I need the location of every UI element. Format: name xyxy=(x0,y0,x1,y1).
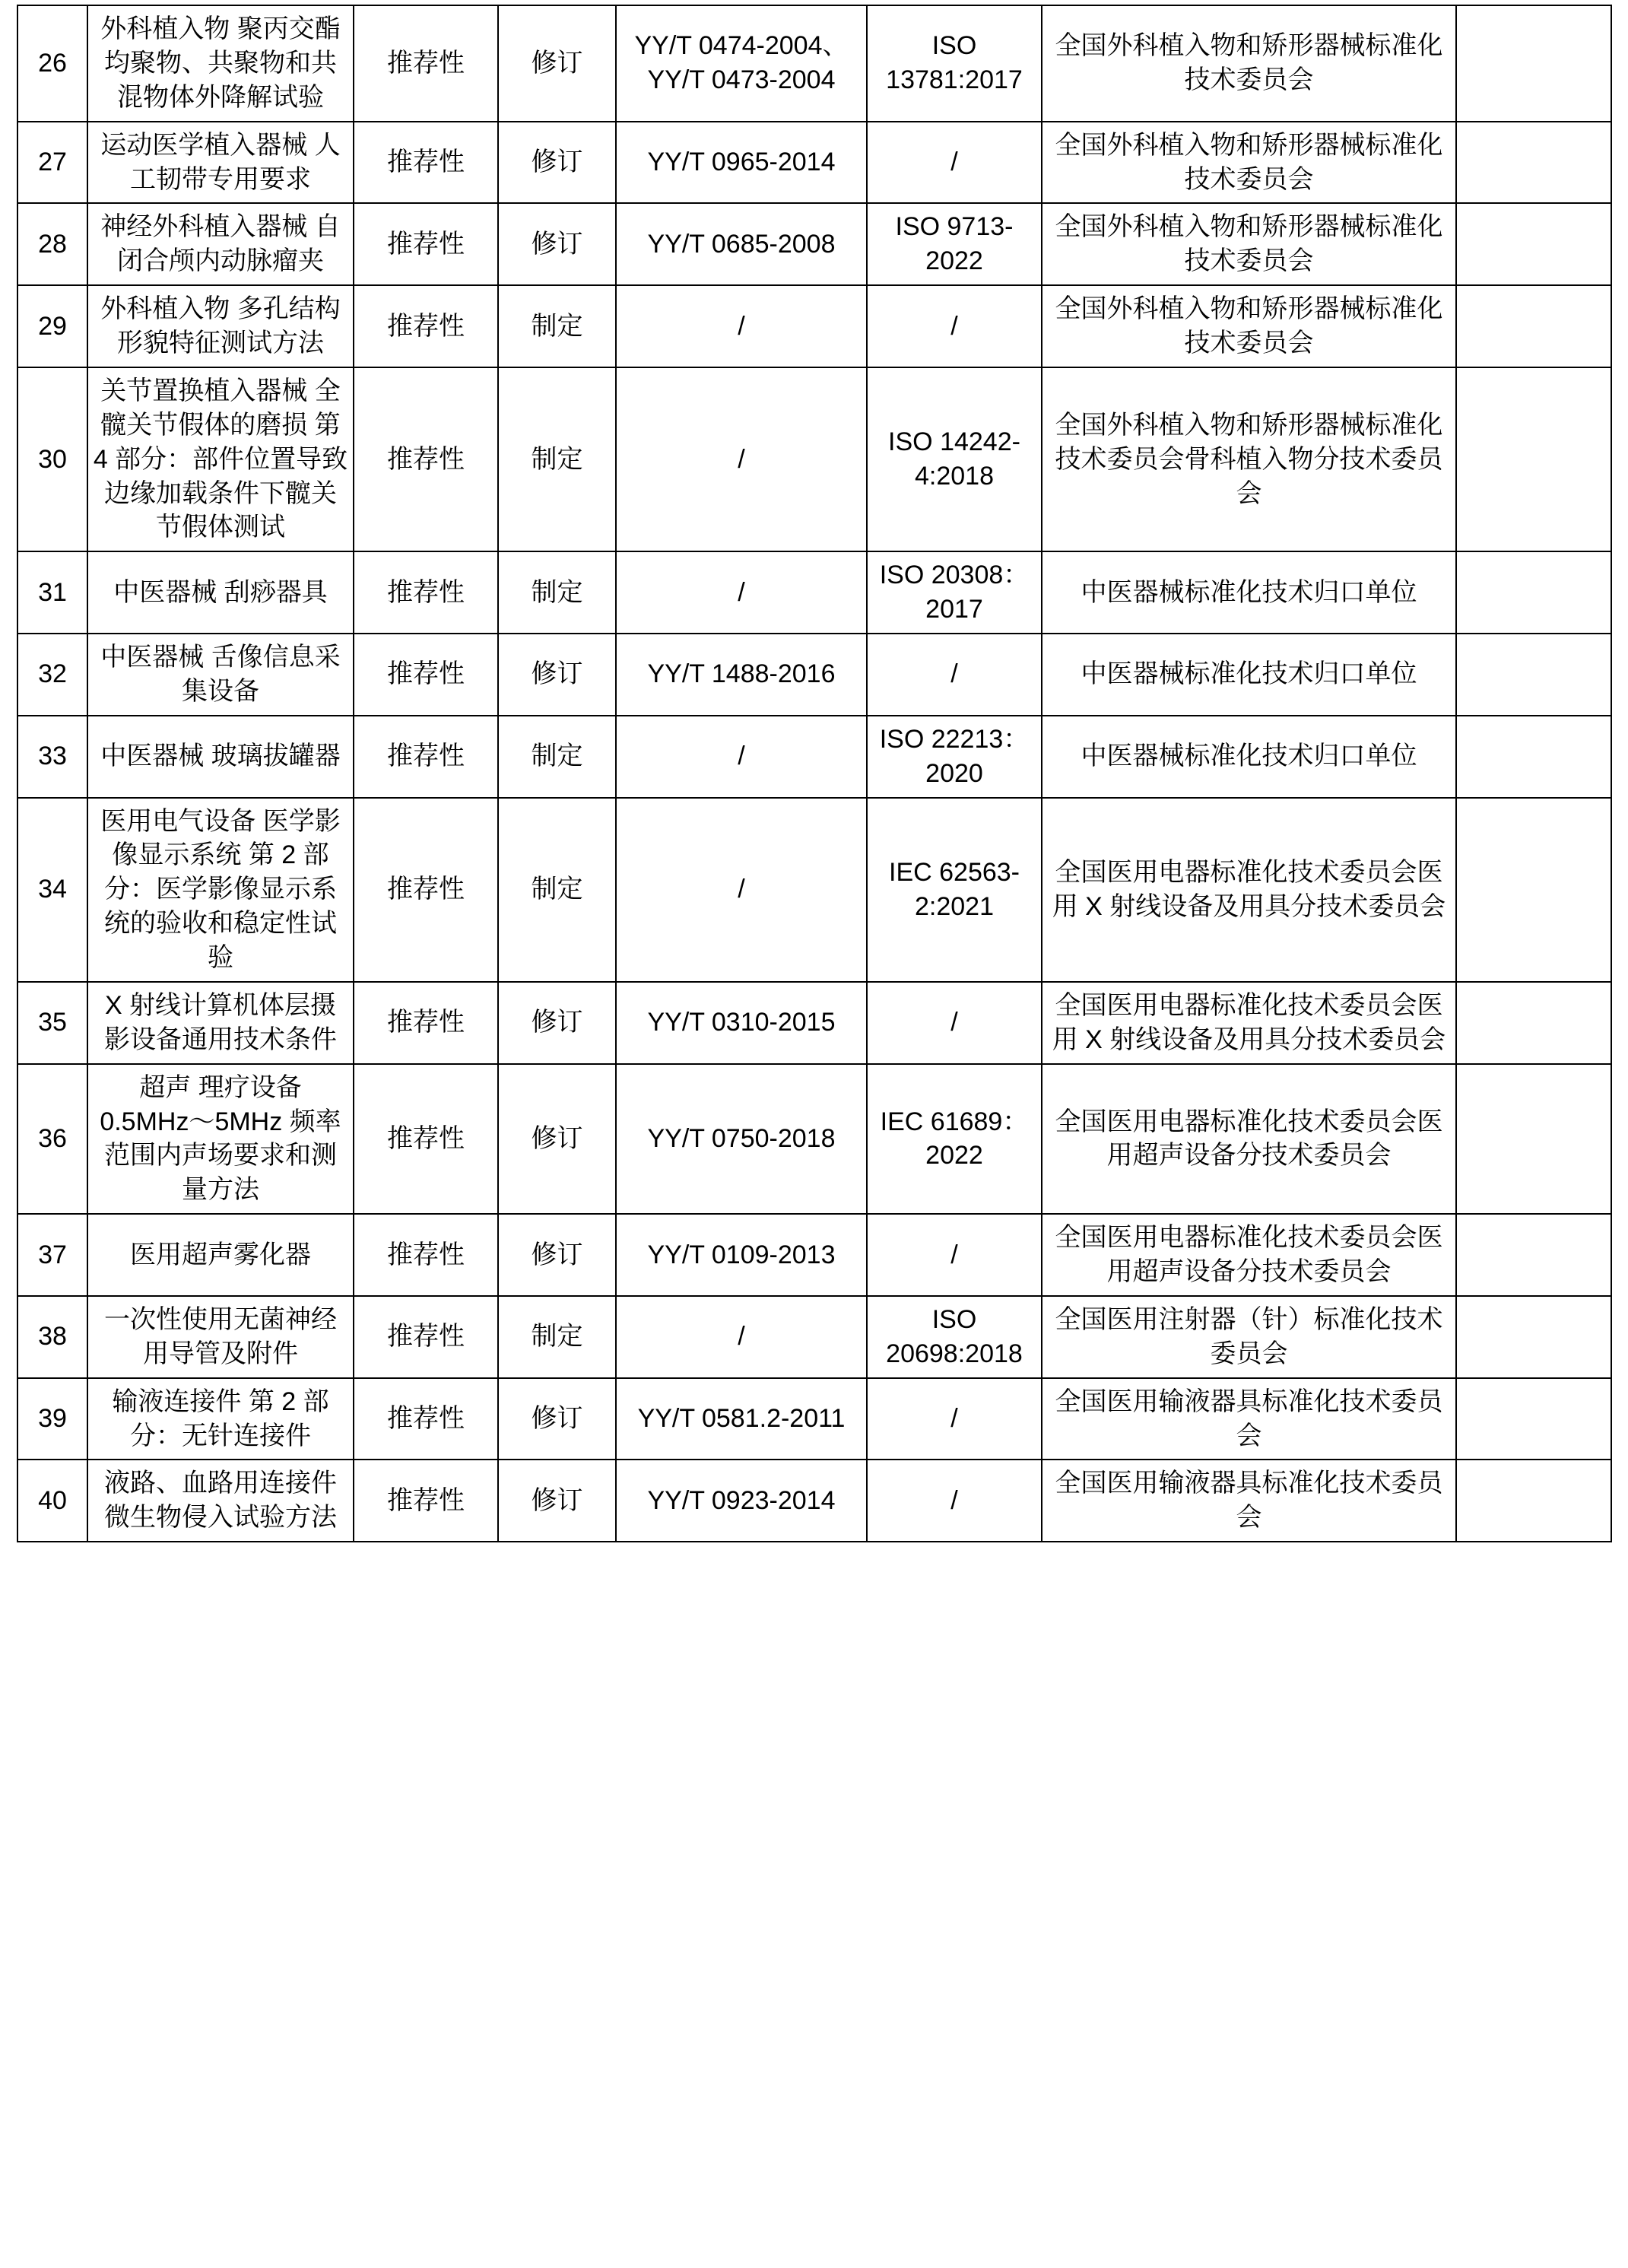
cell-replaced-code: YY/T 0965-2014 xyxy=(616,122,867,204)
cell-adopted-code: ISO 22213：2020 xyxy=(867,716,1042,798)
cell-standard-type: 推荐性 xyxy=(354,982,498,1064)
cell-sequence-number: 31 xyxy=(17,551,87,634)
cell-remark xyxy=(1456,716,1611,798)
cell-sequence-number: 35 xyxy=(17,982,87,1064)
cell-standard-type: 推荐性 xyxy=(354,1378,498,1460)
cell-remark xyxy=(1456,1214,1611,1296)
cell-standard-type: 推荐性 xyxy=(354,367,498,551)
cell-adopted-code: / xyxy=(867,285,1042,367)
cell-standard-type: 推荐性 xyxy=(354,716,498,798)
cell-replaced-code: YY/T 1488-2016 xyxy=(616,634,867,716)
cell-organization: 全国医用电器标准化技术委员会医用超声设备分技术委员会 xyxy=(1042,1214,1456,1296)
cell-replaced-code: / xyxy=(616,285,867,367)
table-row xyxy=(17,551,1611,634)
cell-organization: 全国外科植入物和矫形器械标准化技术委员会 xyxy=(1042,122,1456,204)
cell-standard-name: 运动医学植入器械 人工韧带专用要求 xyxy=(87,122,354,204)
standards-table xyxy=(17,5,1612,1542)
cell-organization: 全国外科植入物和矫形器械标准化技术委员会 xyxy=(1042,5,1456,122)
cell-remark xyxy=(1456,1064,1611,1215)
cell-revision-type: 修订 xyxy=(498,122,616,204)
cell-sequence-number: 34 xyxy=(17,798,87,982)
cell-sequence-number: 36 xyxy=(17,1064,87,1215)
cell-standard-name: 中医器械 刮痧器具 xyxy=(87,551,354,634)
cell-adopted-code: ISO 14242-4:2018 xyxy=(867,367,1042,551)
cell-organization: 全国医用输液器具标准化技术委员会 xyxy=(1042,1460,1456,1542)
cell-replaced-code: YY/T 0750-2018 xyxy=(616,1064,867,1215)
cell-revision-type: 制定 xyxy=(498,1296,616,1378)
table-row xyxy=(17,203,1611,285)
cell-revision-type: 制定 xyxy=(498,367,616,551)
cell-remark xyxy=(1456,1460,1611,1542)
cell-organization: 全国医用电器标准化技术委员会医用超声设备分技术委员会 xyxy=(1042,1064,1456,1215)
cell-standard-name: 输液连接件 第 2 部分：无针连接件 xyxy=(87,1378,354,1460)
cell-standard-name: 关节置换植入器械 全髋关节假体的磨损 第 4 部分：部件位置导致边缘加载条件下髋关节假体测试 xyxy=(87,367,354,551)
cell-organization: 全国医用输液器具标准化技术委员会 xyxy=(1042,1378,1456,1460)
cell-remark xyxy=(1456,1296,1611,1378)
cell-remark xyxy=(1456,285,1611,367)
cell-sequence-number: 39 xyxy=(17,1378,87,1460)
cell-standard-type: 推荐性 xyxy=(354,285,498,367)
table-row xyxy=(17,716,1611,798)
cell-replaced-code: / xyxy=(616,716,867,798)
table-row xyxy=(17,367,1611,551)
table-body xyxy=(17,5,1611,1542)
cell-adopted-code: ISO 13781:2017 xyxy=(867,5,1042,122)
cell-replaced-code: YY/T 0109-2013 xyxy=(616,1214,867,1296)
table-row xyxy=(17,982,1611,1064)
cell-revision-type: 制定 xyxy=(498,285,616,367)
cell-organization: 全国医用电器标准化技术委员会医用 X 射线设备及用具分技术委员会 xyxy=(1042,798,1456,982)
cell-replaced-code: YY/T 0581.2-2011 xyxy=(616,1378,867,1460)
cell-remark xyxy=(1456,367,1611,551)
cell-revision-type: 修订 xyxy=(498,5,616,122)
table-row xyxy=(17,1460,1611,1542)
cell-remark xyxy=(1456,1378,1611,1460)
cell-revision-type: 修订 xyxy=(498,634,616,716)
cell-standard-name: X 射线计算机体层摄影设备通用技术条件 xyxy=(87,982,354,1064)
cell-organization: 全国医用电器标准化技术委员会医用 X 射线设备及用具分技术委员会 xyxy=(1042,982,1456,1064)
cell-revision-type: 制定 xyxy=(498,551,616,634)
cell-replaced-code: YY/T 0923-2014 xyxy=(616,1460,867,1542)
cell-standard-name: 神经外科植入器械 自闭合颅内动脉瘤夹 xyxy=(87,203,354,285)
cell-standard-name: 医用超声雾化器 xyxy=(87,1214,354,1296)
table-row xyxy=(17,5,1611,122)
cell-standard-type: 推荐性 xyxy=(354,5,498,122)
cell-adopted-code: / xyxy=(867,634,1042,716)
cell-sequence-number: 38 xyxy=(17,1296,87,1378)
cell-remark xyxy=(1456,122,1611,204)
cell-standard-name: 外科植入物 聚丙交酯均聚物、共聚物和共混物体外降解试验 xyxy=(87,5,354,122)
cell-remark xyxy=(1456,982,1611,1064)
cell-remark xyxy=(1456,798,1611,982)
cell-adopted-code: ISO 20698:2018 xyxy=(867,1296,1042,1378)
cell-sequence-number: 26 xyxy=(17,5,87,122)
cell-replaced-code: YY/T 0474-2004、YY/T 0473-2004 xyxy=(616,5,867,122)
cell-organization: 全国医用注射器（针）标准化技术委员会 xyxy=(1042,1296,1456,1378)
cell-replaced-code: / xyxy=(616,798,867,982)
cell-revision-type: 修订 xyxy=(498,1214,616,1296)
cell-standard-type: 推荐性 xyxy=(354,1296,498,1378)
table-row xyxy=(17,1214,1611,1296)
cell-organization: 全国外科植入物和矫形器械标准化技术委员会骨科植入物分技术委员会 xyxy=(1042,367,1456,551)
table-row xyxy=(17,285,1611,367)
cell-standard-name: 液路、血路用连接件微生物侵入试验方法 xyxy=(87,1460,354,1542)
cell-adopted-code: / xyxy=(867,982,1042,1064)
table-row xyxy=(17,634,1611,716)
table-row xyxy=(17,798,1611,982)
cell-sequence-number: 28 xyxy=(17,203,87,285)
cell-revision-type: 制定 xyxy=(498,798,616,982)
cell-standard-type: 推荐性 xyxy=(354,798,498,982)
table-row xyxy=(17,1378,1611,1460)
cell-replaced-code: YY/T 0685-2008 xyxy=(616,203,867,285)
cell-revision-type: 修订 xyxy=(498,203,616,285)
cell-sequence-number: 27 xyxy=(17,122,87,204)
cell-revision-type: 修订 xyxy=(498,1378,616,1460)
cell-adopted-code: ISO 20308：2017 xyxy=(867,551,1042,634)
cell-organization: 全国外科植入物和矫形器械标准化技术委员会 xyxy=(1042,203,1456,285)
cell-sequence-number: 30 xyxy=(17,367,87,551)
cell-adopted-code: IEC 61689：2022 xyxy=(867,1064,1042,1215)
cell-replaced-code: / xyxy=(616,367,867,551)
cell-adopted-code: ISO 9713-2022 xyxy=(867,203,1042,285)
cell-adopted-code: IEC 62563-2:2021 xyxy=(867,798,1042,982)
table-row xyxy=(17,1296,1611,1378)
cell-remark xyxy=(1456,5,1611,122)
cell-standard-name: 超声 理疗设备 0.5MHz～5MHz 频率范围内声场要求和测量方法 xyxy=(87,1064,354,1215)
cell-standard-type: 推荐性 xyxy=(354,1460,498,1542)
table-row xyxy=(17,122,1611,204)
cell-sequence-number: 33 xyxy=(17,716,87,798)
cell-revision-type: 修订 xyxy=(498,1064,616,1215)
cell-standard-type: 推荐性 xyxy=(354,551,498,634)
cell-revision-type: 修订 xyxy=(498,982,616,1064)
cell-standard-type: 推荐性 xyxy=(354,634,498,716)
cell-sequence-number: 32 xyxy=(17,634,87,716)
cell-remark xyxy=(1456,203,1611,285)
cell-adopted-code: / xyxy=(867,1378,1042,1460)
cell-standard-type: 推荐性 xyxy=(354,203,498,285)
cell-revision-type: 制定 xyxy=(498,716,616,798)
cell-organization: 中医器械标准化技术归口单位 xyxy=(1042,634,1456,716)
cell-revision-type: 修订 xyxy=(498,1460,616,1542)
cell-standard-type: 推荐性 xyxy=(354,1064,498,1215)
cell-organization: 中医器械标准化技术归口单位 xyxy=(1042,716,1456,798)
cell-standard-type: 推荐性 xyxy=(354,122,498,204)
table-row xyxy=(17,1064,1611,1215)
cell-standard-name: 医用电气设备 医学影像显示系统 第 2 部分：医学影像显示系统的验收和稳定性试验 xyxy=(87,798,354,982)
cell-adopted-code: / xyxy=(867,1460,1042,1542)
cell-sequence-number: 37 xyxy=(17,1214,87,1296)
cell-standard-name: 一次性使用无菌神经用导管及附件 xyxy=(87,1296,354,1378)
cell-adopted-code: / xyxy=(867,1214,1042,1296)
cell-replaced-code: / xyxy=(616,1296,867,1378)
cell-standard-type: 推荐性 xyxy=(354,1214,498,1296)
cell-organization: 全国外科植入物和矫形器械标准化技术委员会 xyxy=(1042,285,1456,367)
cell-organization: 中医器械标准化技术归口单位 xyxy=(1042,551,1456,634)
cell-sequence-number: 40 xyxy=(17,1460,87,1542)
cell-replaced-code: YY/T 0310-2015 xyxy=(616,982,867,1064)
cell-standard-name: 中医器械 玻璃拔罐器 xyxy=(87,716,354,798)
cell-standard-name: 外科植入物 多孔结构形貌特征测试方法 xyxy=(87,285,354,367)
cell-adopted-code: / xyxy=(867,122,1042,204)
cell-remark xyxy=(1456,634,1611,716)
cell-remark xyxy=(1456,551,1611,634)
cell-sequence-number: 29 xyxy=(17,285,87,367)
cell-standard-name: 中医器械 舌像信息采集设备 xyxy=(87,634,354,716)
cell-replaced-code: / xyxy=(616,551,867,634)
